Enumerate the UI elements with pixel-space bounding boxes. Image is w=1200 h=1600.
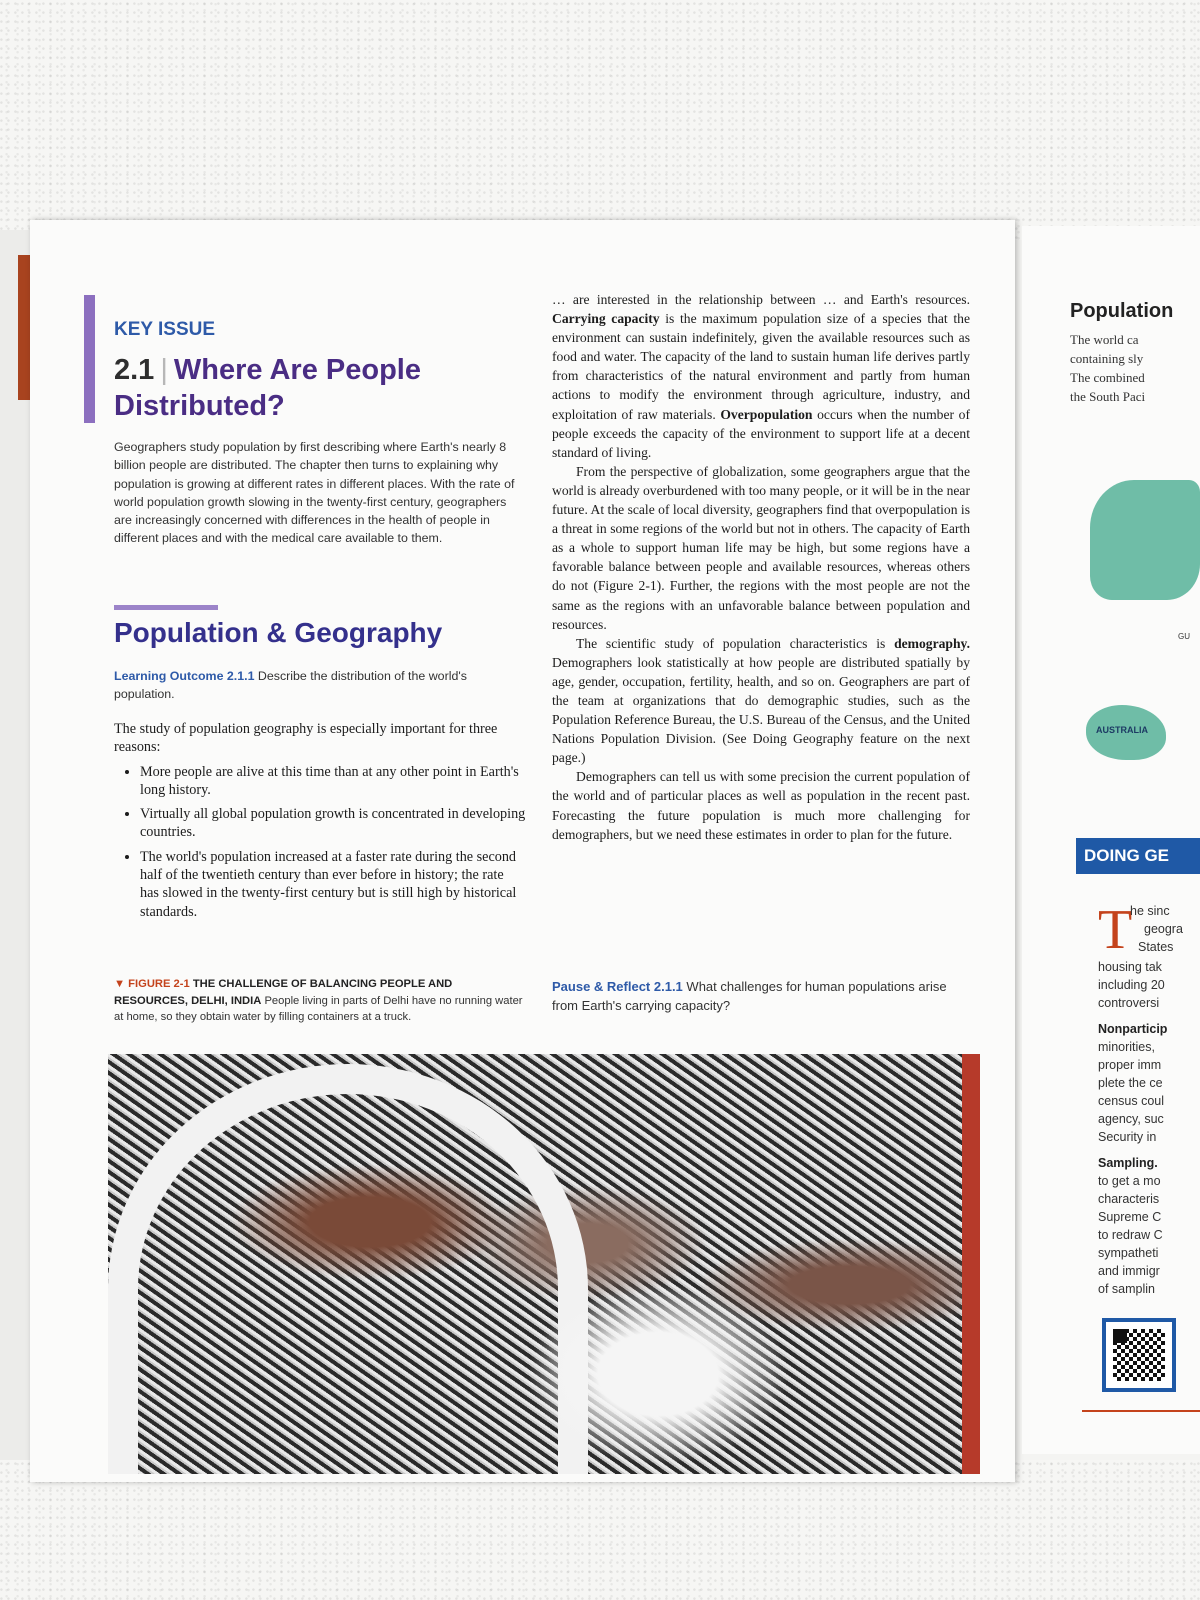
qr-code[interactable] — [1102, 1318, 1176, 1392]
doing-geography-header: DOING GE — [1076, 838, 1200, 874]
text-line: census coul — [1098, 1094, 1165, 1108]
text-line: containing sly — [1070, 351, 1144, 366]
key-issue-label: KEY ISSUE — [114, 319, 216, 340]
text-line: to get a mo — [1098, 1174, 1161, 1188]
paragraph — [552, 634, 970, 768]
text-line: including 20 — [1098, 978, 1165, 992]
text-run: occurs when the number of people exceeds the capacity of the environment to support life at a decent standard of living. — [552, 406, 970, 460]
text-line: to redraw C — [1098, 1228, 1163, 1242]
list-item: • The world's population increased at a faster rate during the second half of the twentieth century than ever before in history; the rate has slowed in the twenty-first century but is still high by historical standards. — [140, 848, 526, 921]
figure-title: THE CHALLENGE OF BALANCING PEOPLE AND RESOURCES, DELHI, INDIA — [114, 978, 453, 1007]
text-line: States — [1138, 940, 1174, 954]
photo-water-splash — [528, 1284, 788, 1464]
drop-cap: T — [1098, 899, 1133, 961]
section-title: Population & Geography — [114, 617, 443, 648]
text-line: agency, suc — [1098, 1112, 1164, 1126]
map-landmass — [1090, 480, 1200, 600]
title-text: Where Are People Distributed? — [114, 354, 421, 422]
side-text — [1098, 958, 1200, 1298]
text-line: minorities, — [1098, 1040, 1155, 1054]
figure-label: ▼ FIGURE 2-1 — [114, 978, 190, 990]
text-run: Demographers look statistically at how people are distributed spatially by age, gender, occupation, fertility, health, and so on. Geographers are part of the team at organizations that do demographic studies, such as the Population Reference Bureau, the U.S. Bureau of the Census, and the United Nations Population Division. (See Doing Geography feature on the next page.) — [552, 654, 970, 766]
list-item: • More people are alive at this time than at any other point in Earth's long history. — [140, 763, 526, 800]
text-run: … are interested in the relationship between … and Earth's resources. — [552, 292, 970, 307]
key-issue-accent-bar — [84, 295, 95, 423]
paragraph — [552, 290, 970, 462]
text-line: plete the ce — [1098, 1076, 1163, 1090]
term-carrying-capacity: Carrying capacity — [552, 311, 660, 327]
title-separator: | — [160, 354, 168, 386]
text-line: proper imm — [1098, 1058, 1162, 1072]
learning-outcome — [114, 667, 524, 703]
learning-outcome-label: Learning Outcome 2.1.1 — [114, 669, 255, 683]
qr-code-pattern — [1113, 1329, 1165, 1381]
intro-paragraph: Geographers study population by first describing where Earth's nearly 8 billion people are distributed. The chapter then turns to explaining why population is growing at different rates in different places. With the rate of world population growth slowing in the twenty-first century, geographers are increasingly concerned with differences in the health of people in different places and with the medical care available to them. — [114, 440, 515, 546]
drop-cap-lines — [1130, 902, 1200, 956]
section-end-rule — [1082, 1410, 1200, 1412]
title-number: 2.1 — [114, 354, 155, 386]
text-run: is the maximum population size of a species that the environment can sustain indefinitely, given the available resources such as food and water. The capacity of the land to sustain human life derives partly from characteristics of the natural environment and partly from human actions to modify the environment through agriculture, industry, and exploitation of raw materials. — [552, 311, 970, 422]
term-overpopulation: Overpopulation — [720, 406, 813, 422]
section-rule — [114, 605, 218, 610]
text-line: and immigr — [1098, 1264, 1160, 1278]
previous-page-edge — [0, 230, 30, 1460]
text-line: he sinc — [1130, 904, 1170, 918]
side-heading: Sampling. — [1098, 1156, 1158, 1170]
side-heading: Nonparticip — [1098, 1022, 1168, 1036]
map-label-australia: AUSTRALIA — [1096, 725, 1148, 735]
next-page-text — [1070, 330, 1200, 406]
text-line: The world ca — [1070, 332, 1139, 347]
background-top — [0, 0, 1200, 240]
paragraph: From the perspective of globalization, some geographers argue that the world is already overburdened with too many people, or it will be in the near future. At the scale of local diversity, geographers find that overpopulation is a threat in some regions of the world but not in others. The capacity of Earth as a whole to support human life may be high, but some regions have a favorable balance between people and available resources, whereas others do not (Figure 2-1). Further, the regions with the most people are not the same as the regions with an unfavorable balance between population and resources. — [552, 463, 970, 632]
reasons-list — [114, 763, 526, 921]
text-line: characteris — [1098, 1192, 1160, 1206]
text-line: The combined — [1070, 370, 1145, 385]
text-line: geogra — [1144, 922, 1183, 936]
figure-caption-text: People living in parts of Delhi have no running water at home, so they obtain water by filling containers at a truck. — [114, 994, 523, 1023]
text-line: controversi — [1098, 996, 1160, 1010]
figure-caption — [114, 976, 526, 1026]
map-label: GU — [1178, 632, 1190, 641]
text-run: The scientific study of population characteristics is — [576, 635, 886, 651]
pause-text: What challenges for human populations arise from Earth's carrying capacity? — [552, 979, 947, 1013]
text-line: of samplin — [1098, 1282, 1155, 1296]
text-line: housing tak — [1098, 960, 1162, 974]
text-line: Security in — [1098, 1130, 1157, 1144]
list-item: • Virtually all global population growth is concentrated in developing countries. — [140, 805, 526, 842]
figure-photo — [108, 1054, 980, 1474]
pause-label: Pause & Reflect 2.1.1 — [552, 979, 683, 994]
text-line: Supreme C — [1098, 1210, 1162, 1224]
photo-truck-edge — [962, 1054, 980, 1474]
body-column-right — [552, 290, 970, 844]
text-line: the South Paci — [1070, 389, 1146, 404]
learning-outcome-text: Describe the distribution of the world's population. — [114, 669, 467, 701]
pause-reflect — [552, 977, 972, 1015]
term-demography: demography. — [894, 635, 970, 651]
body-left — [114, 720, 526, 927]
body-intro: The study of population geography is especially important for three reasons: — [114, 721, 498, 756]
paragraph: Demographers can tell us with some precision the current population of the world and of particular places as well as population in the recent past. Forecasting the future population is much more challenging for demographers, but we need these estimates in order to plan for the future. — [552, 769, 970, 842]
text-line: sympatheti — [1098, 1246, 1159, 1260]
next-page-title: Population — [1070, 300, 1174, 322]
page-title — [114, 352, 494, 424]
